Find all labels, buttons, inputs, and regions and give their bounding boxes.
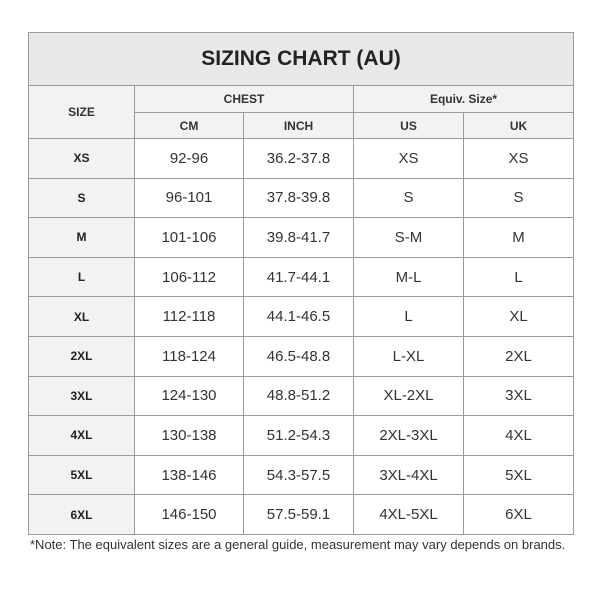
size-cell: S — [29, 178, 135, 218]
inch-cell: 46.5-48.8 — [244, 336, 354, 376]
cm-cell: 146-150 — [135, 495, 244, 535]
title-row — [29, 33, 574, 86]
us-cell: M-L — [354, 257, 464, 297]
size-cell: XL — [29, 297, 135, 337]
table-row — [29, 495, 574, 535]
inch-cell: 57.5-59.1 — [244, 495, 354, 535]
uk-cell: 3XL — [464, 376, 574, 416]
uk-cell: 2XL — [464, 336, 574, 376]
inch-cell: 44.1-46.5 — [244, 297, 354, 337]
inch-header: INCH — [244, 113, 354, 139]
uk-cell: M — [464, 218, 574, 258]
cm-cell: 124-130 — [135, 376, 244, 416]
sizing-table — [28, 32, 574, 535]
inch-cell: 37.8-39.8 — [244, 178, 354, 218]
inch-cell: 39.8-41.7 — [244, 218, 354, 258]
size-cell: 2XL — [29, 336, 135, 376]
us-cell: L-XL — [354, 336, 464, 376]
uk-cell: L — [464, 257, 574, 297]
us-cell: L — [354, 297, 464, 337]
uk-cell: 5XL — [464, 455, 574, 495]
cm-cell: 138-146 — [135, 455, 244, 495]
sizing-chart — [28, 32, 573, 535]
table-row — [29, 455, 574, 495]
table-row — [29, 416, 574, 456]
inch-cell: 36.2-37.8 — [244, 139, 354, 179]
uk-header: UK — [464, 113, 574, 139]
size-header: SIZE — [29, 86, 135, 139]
us-header: US — [354, 113, 464, 139]
inch-cell: 51.2-54.3 — [244, 416, 354, 456]
us-cell: S — [354, 178, 464, 218]
uk-cell: XL — [464, 297, 574, 337]
table-row — [29, 218, 574, 258]
table-row — [29, 336, 574, 376]
cm-cell: 106-112 — [135, 257, 244, 297]
table-row — [29, 178, 574, 218]
inch-cell: 41.7-44.1 — [244, 257, 354, 297]
cm-cell: 130-138 — [135, 416, 244, 456]
cm-cell: 118-124 — [135, 336, 244, 376]
uk-cell: 4XL — [464, 416, 574, 456]
cm-cell: 96-101 — [135, 178, 244, 218]
footnote: *Note: The equivalent sizes are a general guide, measurement may vary depends on brands. — [30, 537, 566, 552]
cm-cell: 112-118 — [135, 297, 244, 337]
size-cell: 6XL — [29, 495, 135, 535]
uk-cell: 6XL — [464, 495, 574, 535]
us-cell: S-M — [354, 218, 464, 258]
cm-header: CM — [135, 113, 244, 139]
chest-header: CHEST — [135, 86, 354, 113]
uk-cell: XS — [464, 139, 574, 179]
size-cell: L — [29, 257, 135, 297]
us-cell: 3XL-4XL — [354, 455, 464, 495]
header-row-group — [29, 86, 574, 113]
cm-cell: 101-106 — [135, 218, 244, 258]
size-cell: 4XL — [29, 416, 135, 456]
us-cell: XS — [354, 139, 464, 179]
size-cell: XS — [29, 139, 135, 179]
equiv-size-header: Equiv. Size* — [354, 86, 574, 113]
cm-cell: 92-96 — [135, 139, 244, 179]
table-row — [29, 297, 574, 337]
us-cell: 4XL-5XL — [354, 495, 464, 535]
table-row — [29, 376, 574, 416]
uk-cell: S — [464, 178, 574, 218]
inch-cell: 48.8-51.2 — [244, 376, 354, 416]
size-cell: M — [29, 218, 135, 258]
us-cell: 2XL-3XL — [354, 416, 464, 456]
table-row — [29, 139, 574, 179]
chart-title: SIZING CHART (AU) — [29, 33, 574, 86]
us-cell: XL-2XL — [354, 376, 464, 416]
table-row — [29, 257, 574, 297]
inch-cell: 54.3-57.5 — [244, 455, 354, 495]
size-cell: 5XL — [29, 455, 135, 495]
size-cell: 3XL — [29, 376, 135, 416]
